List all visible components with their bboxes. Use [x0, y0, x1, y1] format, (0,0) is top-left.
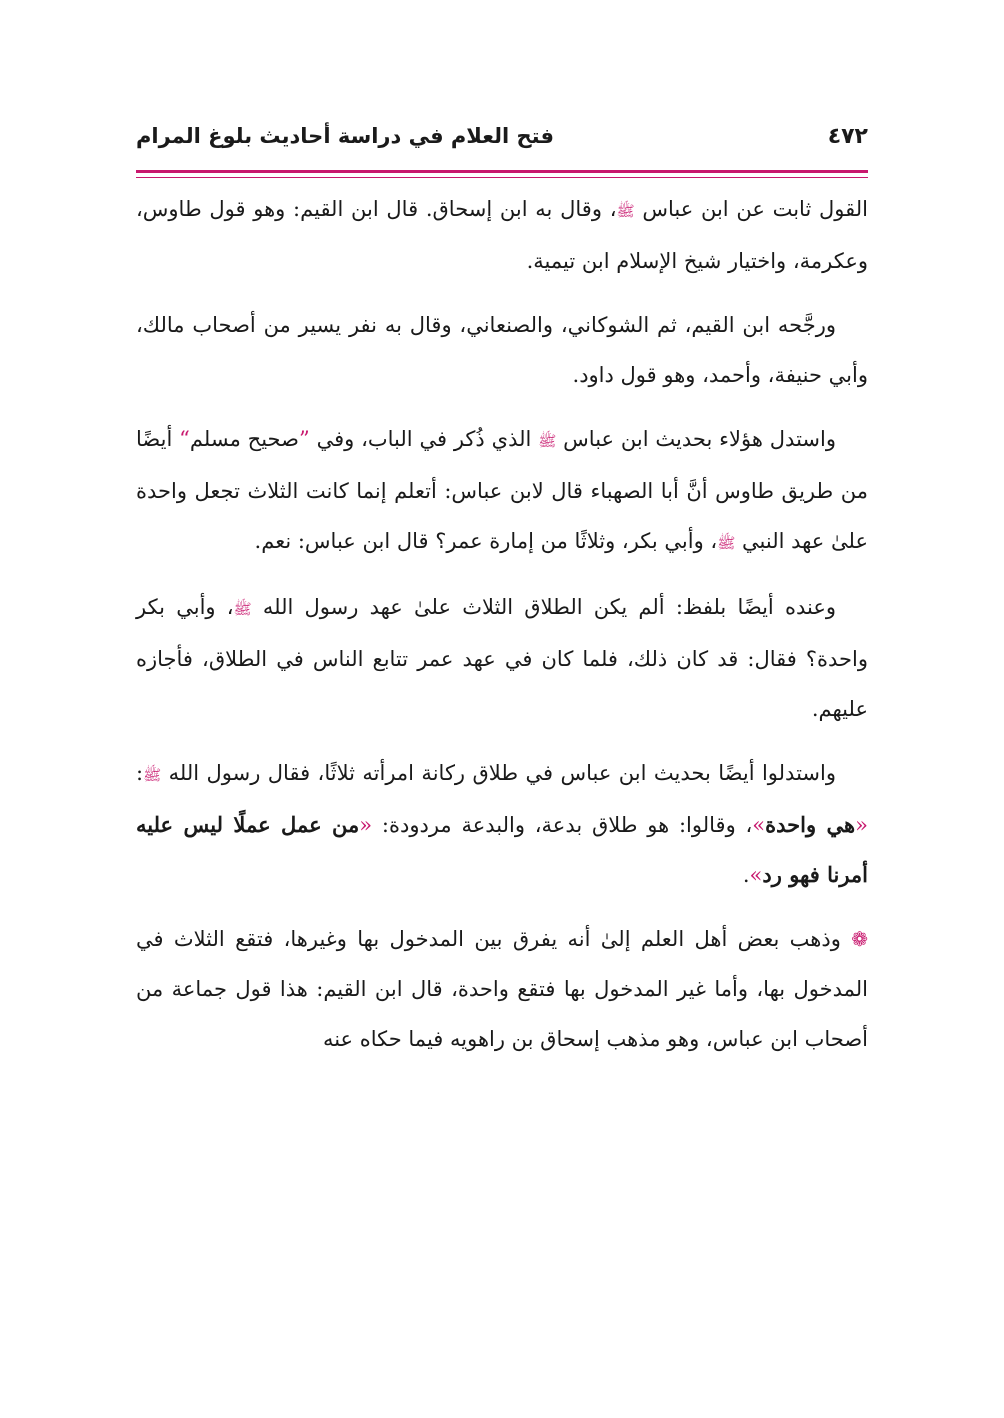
text-span: الذي ذُكر في الباب، وفي: [316, 427, 532, 451]
text-span: وعنده أيضًا بلفظ: ألم يكن الطلاق الثلاث علىٰ عهد رسول الله: [262, 595, 836, 619]
quote-mark-close: »: [752, 813, 766, 837]
body-text: [136, 184, 868, 1078]
paragraph-5: [136, 748, 868, 900]
paragraph-2: ورجَّحه ابن القيم، ثم الشوكاني، والصنعاني، وقال به نفر يسير من أصحاب مالك، وأبي حنيفة، وأحمد، وهو قول داود.: [136, 313, 868, 387]
quote-mark-open: «: [359, 813, 373, 837]
book-title: فتح العلام في دراسة أحاديث بلوغ المرام: [136, 124, 554, 148]
quote-mark-open: ”: [298, 427, 310, 451]
header-rule-thick: [136, 170, 868, 173]
hadith-quote: من عمل عملًا ليس عليه أمرنا فهو رد: [136, 812, 868, 887]
quote-mark-close: “: [179, 427, 190, 451]
text-span: وذهب بعض أهل العلم إلىٰ أنه يفرق بين المدخول بها وغيرها، فتقع الثلاث في المدخول بها، وأما غير المدخول بها فتقع واحدة، قال ابن القيم: هذا قول جماعة من أصحاب ابن عباس، وهو مذهب إسحاق بن راهويه فيما حكاه عنه: [136, 927, 868, 1051]
header-rule-thin: [136, 177, 868, 178]
text-span: القول ثابت عن ابن عباس: [642, 197, 868, 221]
text-span: ، وأبي بكر واحدة؟ فقال: قد كان ذلك، فلما كان في عهد عمر تتابع الناس في الطلاق، فأجازه عليهم.: [136, 595, 868, 721]
honorific-glyph: ﷺ: [616, 202, 635, 220]
rosette-icon: ❁: [851, 927, 868, 951]
hadith-quote: هي واحدة: [765, 812, 856, 837]
honorific-glyph: ﷺ: [233, 600, 252, 618]
paragraph-4: [136, 582, 868, 734]
paragraph-1: [136, 184, 868, 286]
quote-mark-close: »: [749, 863, 763, 887]
text-span: أيضًا من طريق طاوس أنَّ أبا الصهباء قال لابن عباس: أتعلم إنما كانت الثلاث تجعل واحدة علىٰ عهد النبي: [136, 427, 868, 553]
honorific-glyph: ﷺ: [538, 432, 557, 450]
text-span: واستدلوا أيضًا بحديث ابن عباس في طلاق ركانة امرأته ثلاثًا، فقال رسول الله: [168, 761, 836, 785]
text-span: ، وقال به ابن إسحاق. قال ابن القيم: وهو قول طاوس، وعكرمة، واختيار شيخ الإسلام ابن تيمية.: [136, 197, 868, 273]
page-header: [136, 124, 868, 164]
honorific-glyph: ﷺ: [143, 766, 162, 784]
honorific-glyph: ﷺ: [717, 534, 736, 552]
text-span: ، وأبي بكر، وثلاثًا من إمارة عمر؟ قال ابن عباس: نعم.: [254, 529, 718, 553]
text-span: واستدل هؤلاء بحديث ابن عباس: [563, 427, 836, 451]
quote-mark-open: «: [855, 813, 868, 837]
paragraph-3: [136, 414, 868, 568]
paragraph-6: [136, 914, 868, 1064]
book-reference: صحيح مسلم: [189, 427, 299, 451]
text-span: ، وقالوا: هو طلاق بدعة، والبدعة مردودة:: [381, 813, 753, 837]
text-span: .: [742, 863, 750, 887]
text-span: :: [136, 761, 144, 785]
page-number: ٤٧٢: [827, 124, 868, 149]
